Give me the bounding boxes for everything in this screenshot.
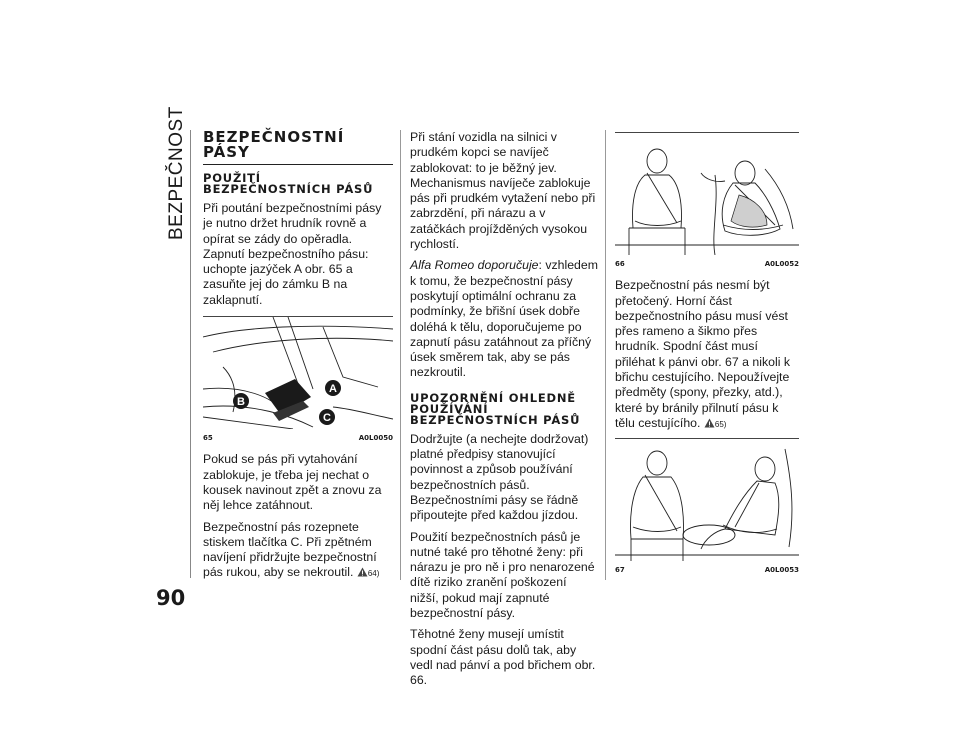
column-1 [203,130,393,588]
figure-65 [203,316,393,446]
subheading-line-2: POUŽÍVÁNÍ [410,401,489,416]
label-a: A [329,383,337,396]
paragraph-belt-routing [615,278,799,432]
section-heading [203,130,393,165]
figure-code: A0L0053 [764,566,799,575]
label-b: B [237,396,245,409]
figure-67 [615,438,799,578]
side-divider [190,130,191,578]
column-divider-1 [400,130,401,580]
subheading-line-1: UPOZORNĚNÍ OHLEDNĚ [410,390,576,405]
heading-line-2: PÁSY [203,143,250,161]
figure-66 [615,132,799,272]
warning-icon [704,418,715,428]
subheading-use-belts [203,173,393,195]
column-2 [410,130,598,695]
figure-caption [203,431,393,446]
paragraph-blocked-belt: Pokud se pás při vytahování zablokuje, je třeba jej nechat o kousek navinout zpět a znovu za něj lehce zatáhnout. [203,452,382,513]
figure-number: 66 [615,260,625,268]
paragraph-release [203,520,393,582]
figure-number: 65 [203,434,213,443]
section-side-title: BEZPEČNOST [166,106,187,240]
figure-caption [615,563,799,578]
subheading-line-3: BEZPEČNOSTNÍCH PÁSŮ [410,412,581,427]
figure-number: 67 [615,566,625,575]
column-3 [615,130,799,585]
label-c: C [323,412,331,425]
subheading-warnings [410,390,598,427]
paragraph-pregnant-position: Těhotné ženy musejí umístit spodní část pásu dolů tak, aby vedl nad pánví a pod břichem obr. 66. [410,627,596,688]
warning-icon [357,567,368,577]
recommendation-text: : vzhledem k tomu, že bezpečnostní pásy poskytují optimální ochranu za podmínky, že břišní úsek dobře doléhá k tělu, doporučujeme po zapnutí pásu zatáhnout za příčný úsek směrem tak, aby se pás nezkroutil. [410,258,598,380]
heading-line-1: BEZPEČNOSTNÍ [203,128,345,146]
figure-code: A0L0050 [358,434,393,443]
note-reference: 65) [714,419,727,429]
page-number: 90 [156,586,186,610]
paragraph-belt-routing-text: Bezpečnostní pás nesmí být přetočený. Horní část bezpečnostního pásu musí vést přes rameno a šikmo přes hrudník. Spodní část musí přiléhat k pánvi obr. 67 a nikoli k břichu cestujícího. Nepoužívejte předměty (spony, přezky, atd.), které by bránily přilnutí pásu k tělu cestujícího. [615,278,790,430]
pregnant-woman-belt-illustration [615,133,799,255]
seatbelt-buckle-illustration [203,317,393,429]
figure-caption [615,257,799,272]
paragraph-release-text: Bezpečnostní pás rozepnete stiskem tlačítka C. Při zpětném navíjení přidržujte bezpečnostní pás rukou, aby se nekroutil. [203,519,377,580]
subheading-line-2: BEZPEČNOSTNÍCH PÁSŮ [203,182,374,196]
paragraph-retractor: Při stání vozidla na silnici v prudkém kopci se navíječ zablokovat: to je běžný jev. Mechanismus navíječe zablokuje pás při prudkém vytažení nebo při zabrzdění, při nárazu a v zatáčkách projížděných vysokou rychlostí. [410,130,596,252]
note-reference: 64) [367,569,380,579]
subheading-line-1: POUŽITÍ [203,171,261,185]
paragraph-regulations: Dodržujte (a nechejte dodržovat) platné předpisy stanovující povinnost a způsob používání bezpečnostních pásů. Bezpečnostními pásy se řádně připoutejte před každou jízdou. [410,431,589,523]
brand-recommendation: Alfa Romeo doporučuje [410,258,539,273]
paragraph-fastening: Při poutání bezpečnostními pásy je nutno držet hrudník rovně a opírat se zády do opěradla. Zapnutí bezpečnostního pásu: uchopte jazýček A obr. 65 a zasuňte jej do zámku B na zaklapnutí. [203,201,382,307]
figure-code: A0L0052 [764,260,799,268]
paragraph-pregnant: Použití bezpečnostních pásů je nutné také pro těhotné ženy: při nárazu je pro ně i pro nenarozené dítě riziko zranění poškození nižší, pokud mají zapnuté bezpečnostní pásy. [410,529,595,621]
column-divider-2 [605,130,606,580]
belted-passenger-illustration [615,439,799,561]
paragraph-recommendation [410,258,598,380]
